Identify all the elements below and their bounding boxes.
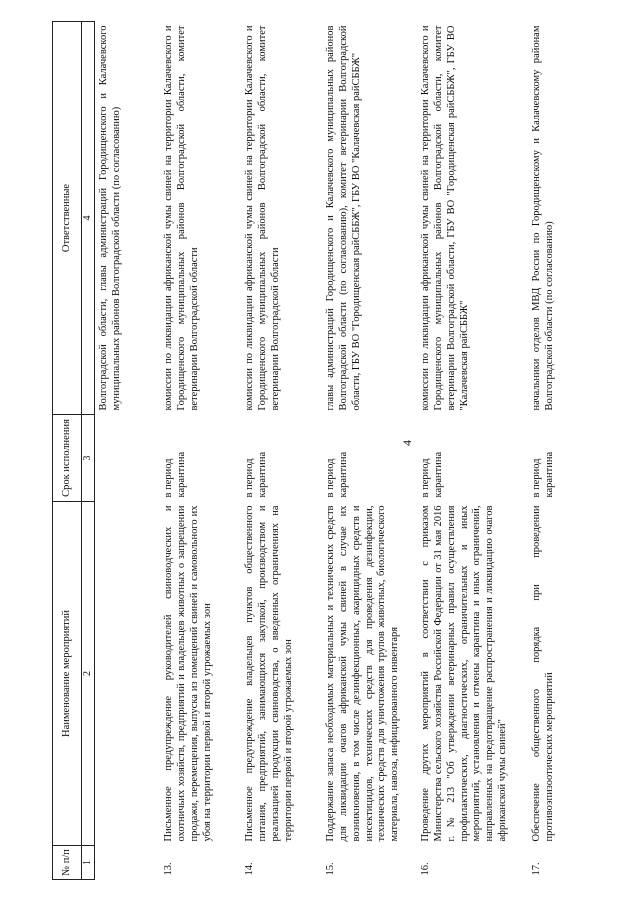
column-number: 4 [82, 22, 95, 415]
row-responsible: комиссии по ликвидации африканской чумы свиней на территории Калачевского и Городищенского муниципальных районов Волгоградской области, комитет ветеринарии Волгоградской области, ГБУ ВО "Городищенская райСББЖ", ГБУ ВО "Калачевская райСББЖ" [420, 25, 470, 411]
row-responsible: Волгоградской области, главы администраций Городищенского и Калачевского муниципальных районов Волгоградской области (по согласованию) [98, 25, 122, 411]
row-term: в период карантина [531, 451, 555, 498]
row-name: Проведение других мероприятий в соответствии с приказом Министерства сельского хозяйства Российской Федерации от 31 мая 2016 г. № 213 "Об утверждении ветеринарных правил осуществления профилактических, диагностических, ограничительных и иных мероприятий, установления и отмены карантина и иных ограничений, направленных на предотвращение распространения и ликвидацию очагов африканской чумы свиней" [420, 505, 508, 842]
header-name: Наименование мероприятий [53, 502, 82, 846]
row-num: 13. [163, 862, 175, 876]
page-number: 4 [400, 440, 414, 446]
table-row [528, 22, 609, 880]
row-term: в период карантина [420, 451, 444, 498]
row-num: 14. [244, 862, 256, 876]
header-num: № п/п [53, 846, 82, 880]
measures-table [52, 21, 609, 880]
row-term [95, 415, 161, 502]
column-number: 2 [82, 502, 95, 846]
table-row [417, 22, 528, 880]
row-responsible: начальники отделов МВД России по Городищенскому и Калачевскому районам Волгоградской области (по согласованию) [531, 25, 555, 411]
table-row [241, 22, 322, 880]
row-num: 16. [420, 862, 432, 876]
column-number: 3 [82, 415, 95, 502]
rotated-table-frame [52, 22, 589, 880]
table-header-row [53, 22, 82, 880]
table-row-continuation [95, 22, 161, 880]
row-name: Обеспечение общественного порядка при проведении противоэпизоотических мероприятий [531, 505, 555, 842]
row-responsible: комиссии по ликвидации африканской чумы свиней на территории Калачевского и Городищенского муниципальных районов Волгоградской области, комитет ветеринарии Волгоградской области [163, 25, 200, 411]
row-num: 17. [531, 862, 543, 876]
header-responsible: Ответственные [53, 22, 82, 415]
column-number: 1 [82, 846, 95, 880]
row-name [95, 502, 161, 846]
row-responsible: комиссии по ликвидации африканской чумы свиней на территории Калачевского и Городищенского муниципальных районов Волгоградской области, комитет ветеринарии Волгоградской области [244, 25, 281, 411]
row-name: Письменное предупреждение руководителей свиноводческих и охотничьих хозяйств, предприятий и владельцев животных о запрещении продажи, перемещения, выпуска из помещений свиней и самовольного их убоя на территории первой и второй угрожаемых зон [163, 505, 213, 842]
row-responsible: главы администраций Городищенского и Калачевского муниципальных районов Волгоградской области (по согласованию), комитет ветеринарии Волгоградской области, ГБУ ВО "Городищенская райСББЖ", ГБУ ВО "Калачевская райСББЖ" [325, 25, 362, 411]
column-number-row [82, 22, 95, 880]
row-term: в период карантина [325, 451, 349, 498]
row-num [95, 846, 161, 880]
row-num: 15. [325, 862, 337, 876]
row-name: Поддержание запаса необходимых материальных и технических средств для ликвидации очагов африканской чумы свиней в случае их возникновения, в том числе дезинфекционных, акарицидных средств и инсектицидов, технических средств для проведения дезинфекции, технических средств для уничтожения трупов животных, биологического материала, навоза, инфицированного инвентаря [325, 505, 401, 842]
row-term: в период карантина [163, 451, 187, 498]
header-term: Срок исполнения [53, 415, 82, 502]
table-row [322, 22, 417, 880]
row-term: в период карантина [244, 451, 268, 498]
table-row [160, 22, 241, 880]
row-name: Письменное предупреждение владельцев пунктов общественного питания, предприятий, занимающихся закупкой, производством и реализацией продукции свиноводства, о введенных ограничениях на территории первой и второй угрожаемых зон [244, 505, 294, 842]
